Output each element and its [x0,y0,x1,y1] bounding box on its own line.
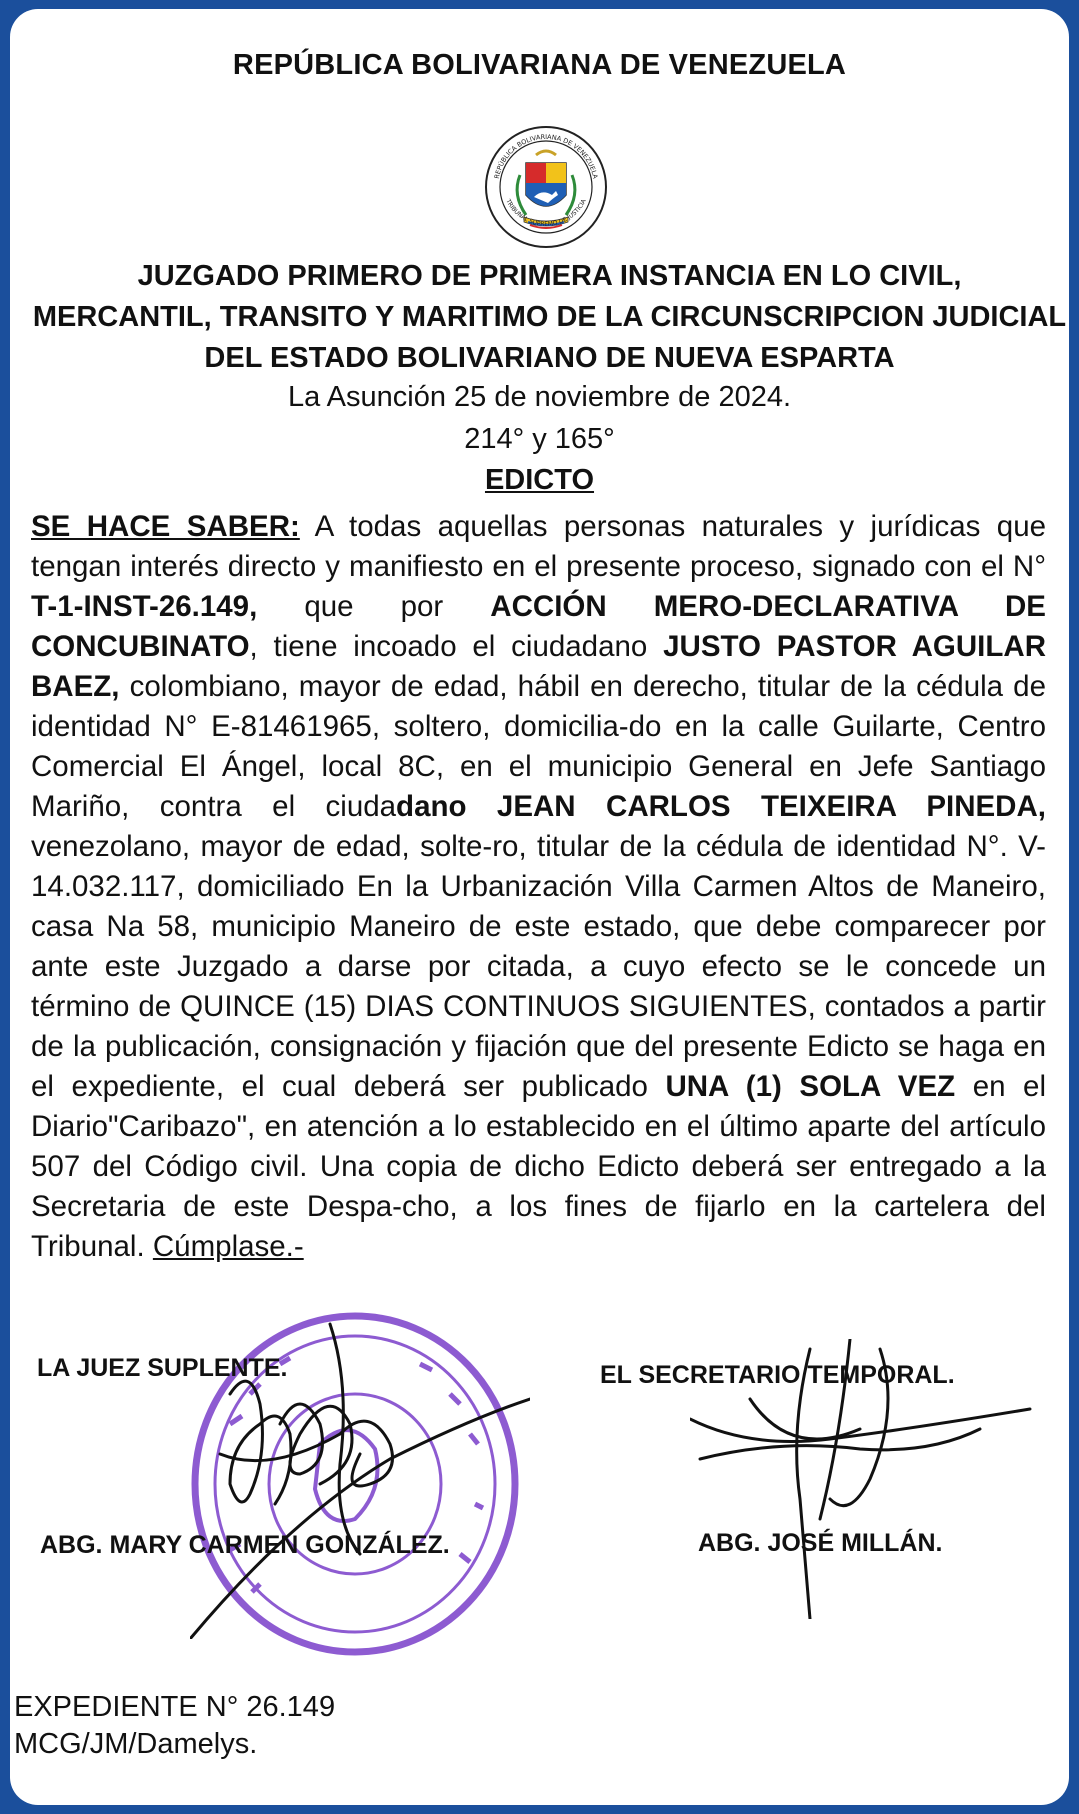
body-text-6: en el Diario"Caribazo", en atención a lo establecido en el último aparte del artículo 507 del Código civil. Una copia de dicho Edicto deberá ser entregado a la Secretaria de este Despa-cho, a los fines de fijarlo en la cartelera del Tribunal. [31,1070,1046,1263]
edict-body [31,507,1046,1267]
years-line: 214° y 165° [464,423,615,455]
expediente-number: EXPEDIENTE N° 26.149 [14,1691,336,1723]
initials: MCG/JM/Damelys. [14,1728,258,1760]
edict-card [10,9,1069,1805]
court-line-3: DEL ESTADO BOLIVARIANO DE NUEVA ESPARTA [204,342,895,374]
action-name: ACCIÓN MERO-DECLARATIVA DE CONCUBINATO [31,590,1046,663]
republic-header: REPÚBLICA BOLIVARIANA DE VENEZUELA [232,49,847,81]
publication-count: UNA (1) SOLA VEZ [665,1070,956,1103]
court-line-2: MERCANTIL, TRANSITO Y MARITIMO DE LA CIRCUNSCRIPCION JUDICIAL [32,301,1067,333]
judge-role: LA JUEZ SUPLENTE. [37,1354,288,1382]
defendant-name: JEAN CARLOS TEIXEIRA PINEDA, [496,790,1046,823]
body-text-1: A todas aquellas personas naturales y jurídicas que tengan interés directo y manifiesto en el presente proceso, signado con el N° [31,510,1047,583]
body-text-2: que por [257,590,491,623]
seal-top-text: REPÚBLICA BOLIVARIANA DE VENEZUELA [492,132,600,180]
tribunal-supremo-seal-icon [484,125,608,249]
court-line-1: JUZGADO PRIMERO DE PRIMERA INSTANCIA EN LO CIVIL, [137,260,962,292]
seal-bottom-text: TRIBUNAL SUPREMO DE JUSTICIA [504,198,588,228]
closing-word: Cúmplase.- [152,1230,304,1263]
body-text-3: , tiene incoado el ciudadano [249,630,664,663]
place-date: La Asunción 25 de noviembre de 2024. [287,381,792,413]
body-text-5: venezolano, mayor de edad, solte-ro, titular de la cédula de identidad N°. V-14.032.117, domiciliado En la Urbanización Villa Carmen Altos de Maneiro, casa Na 58, municipio Maneiro de este estado, que debe comparecer por ante este Juzgado a darse por citada, a cuyo efecto se le concede un término de QUINCE (15) DIAS CONTINUOS SIGUIENTES, contados a partir de la publicación, consignación y fijación que del presente Edicto se haga en el expediente, el cual deberá ser publicado [31,830,1046,1103]
judge-signature-icon [190,1294,530,1639]
secretary-name: ABG. JOSÉ MILLÁN. [698,1529,943,1557]
document-title: EDICTO [484,464,595,496]
lead-phrase: SE HACE SABER: [31,510,300,543]
secretary-role: EL SECRETARIO TEMPORAL. [600,1361,955,1389]
body-text-4: colombiano, mayor de edad, hábil en derecho, titular de la cédula de identidad N° E-81461965, soltero, domicilia-do en la calle Guilarte, Centro Comercial El Ángel, local 8C, en el municipio General en Jefe Santiago Mariño, contra el ciuda [31,670,1046,823]
case-number: T-1-INST-26.149, [31,590,258,623]
court-name [30,256,1069,379]
plaintiff-name: JUSTO PASTOR AGUILAR BAEZ, [31,630,1047,703]
body-text-4b: dano [396,790,467,823]
judge-name: ABG. MARY CARMEN GONZÁLEZ. [40,1531,450,1559]
